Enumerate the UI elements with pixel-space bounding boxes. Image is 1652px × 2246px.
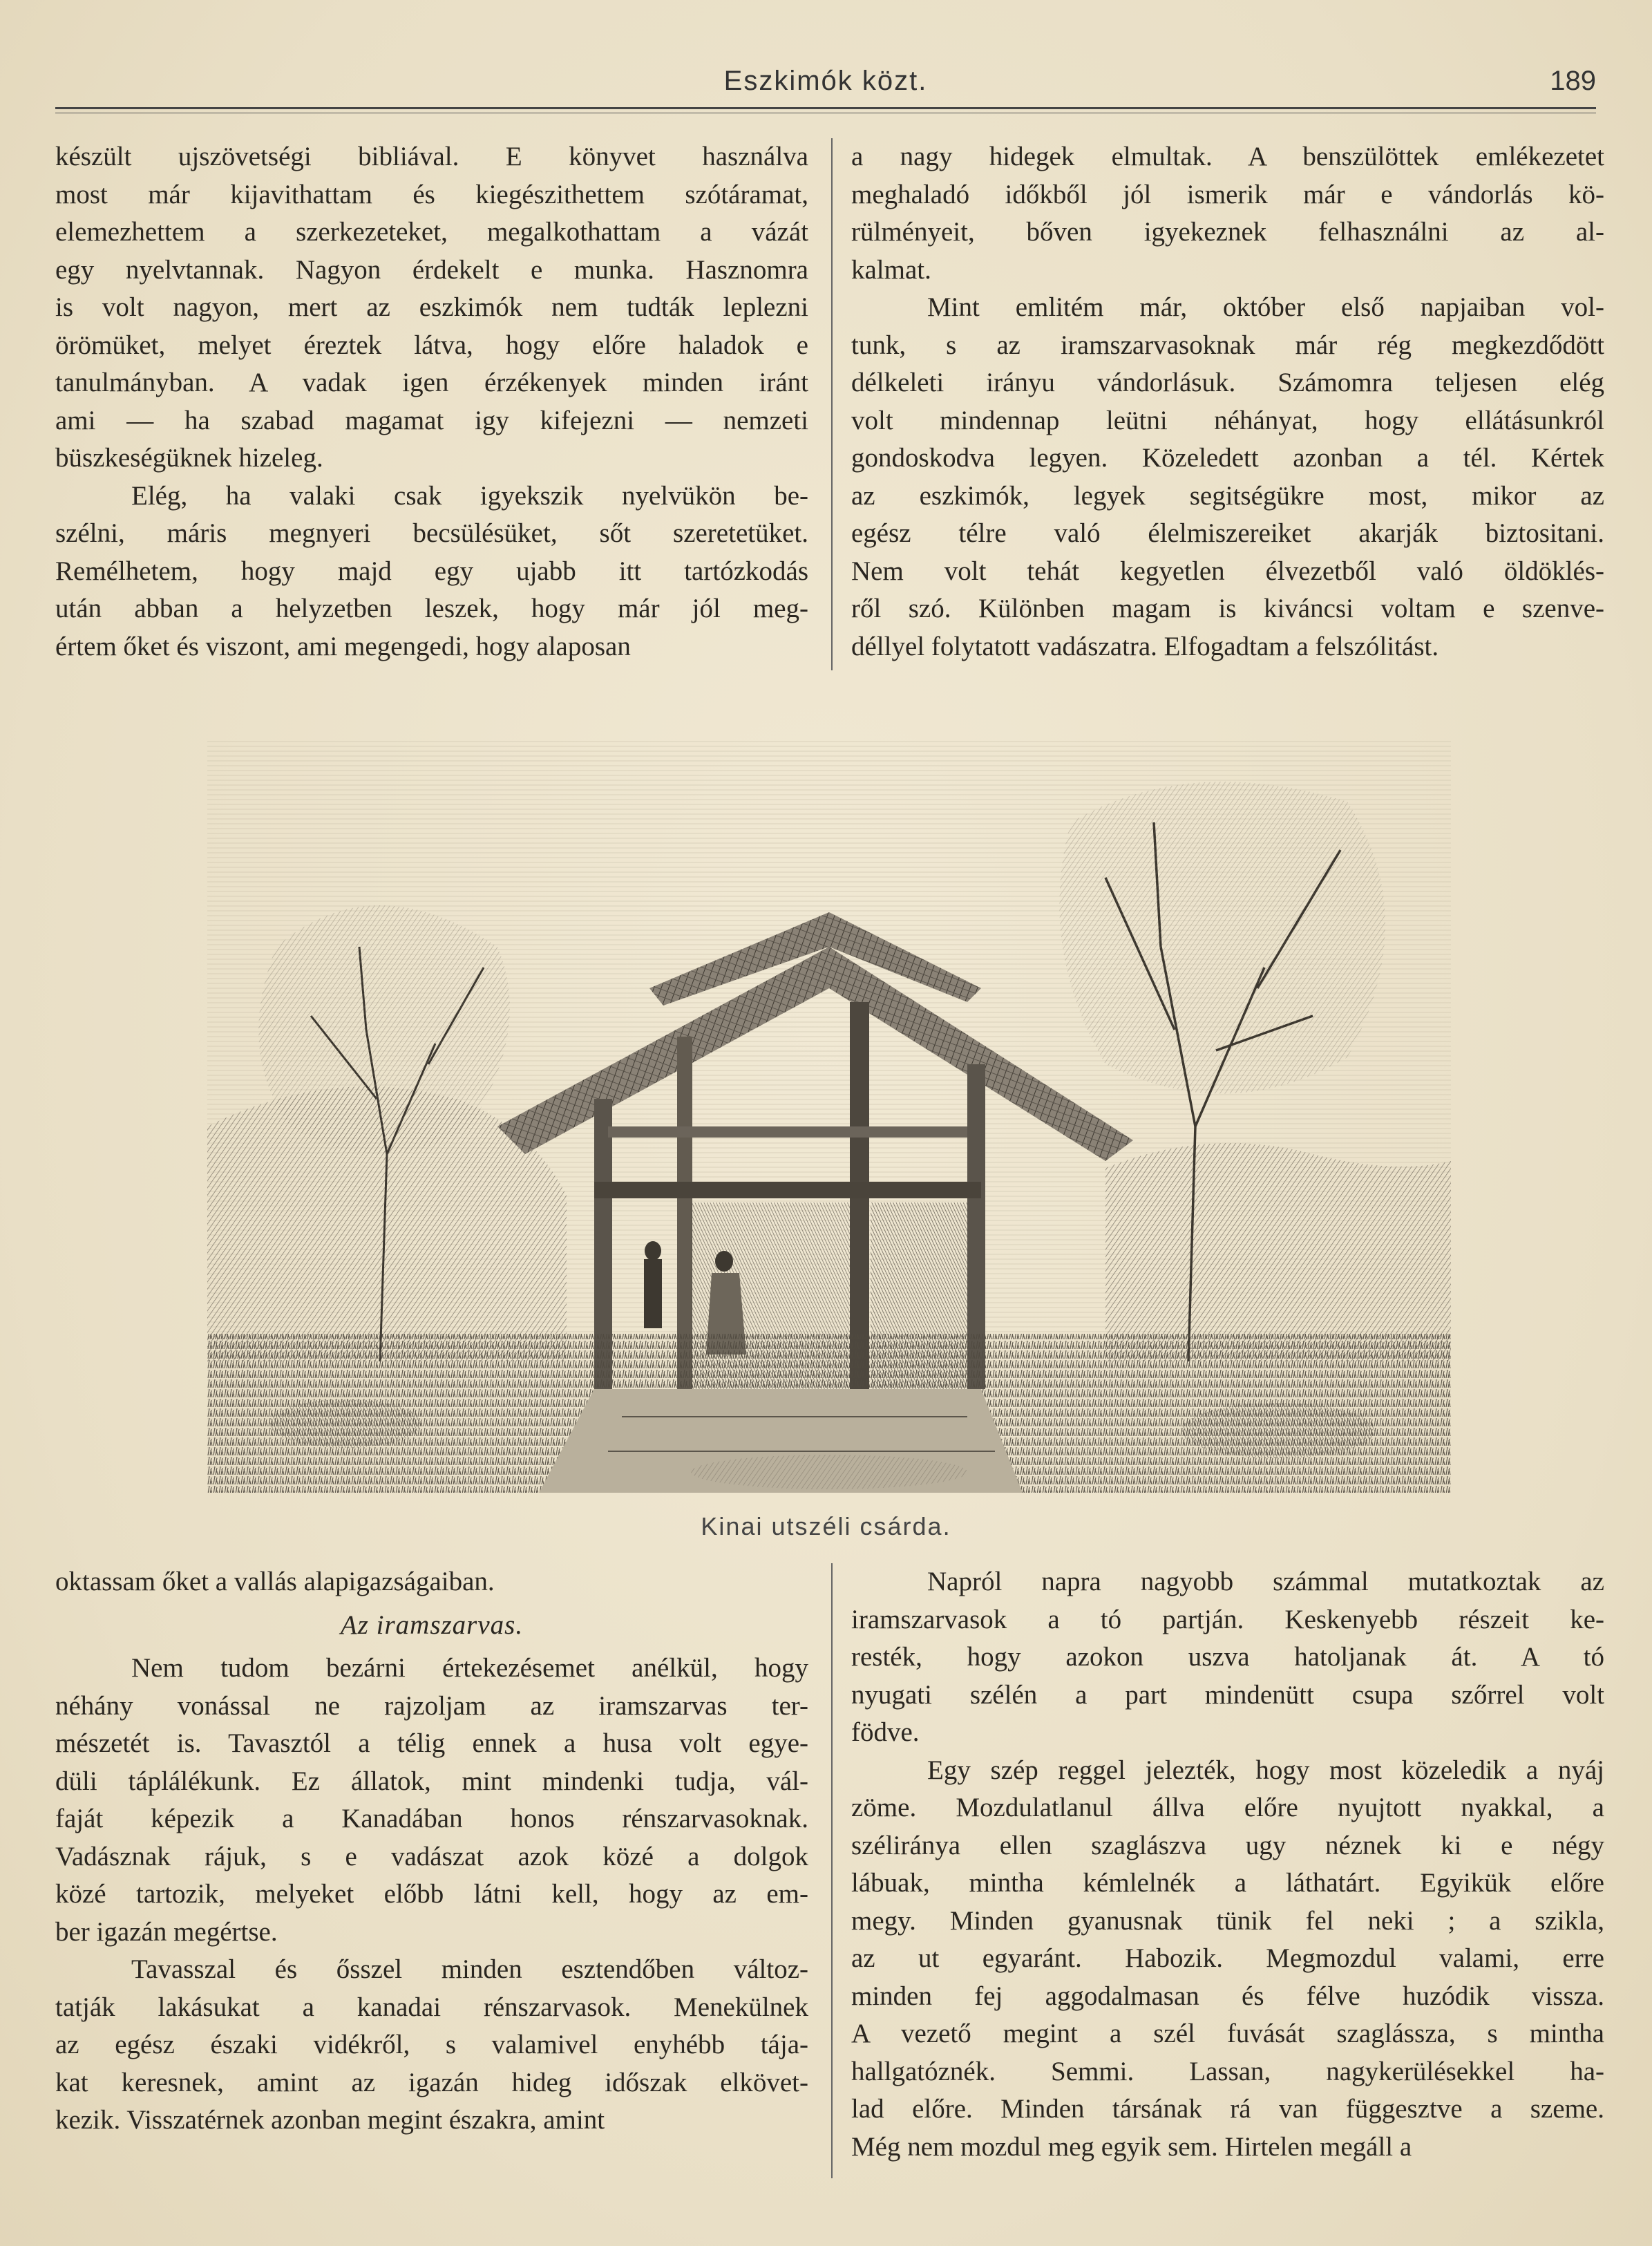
text-line: hallgatóznék. Semmi. Lassan, nagykerülésekkel ha- xyxy=(851,2056,1604,2086)
text-line: lad előre. Minden társának rá van függesztve a szeme. xyxy=(851,2094,1604,2124)
text-line: düli táplálékunk. Ez állatok, mint mindenki tudja, vál- xyxy=(55,1766,808,1796)
text-line: kezik. Visszatérnek azonban megint északra, amint xyxy=(55,2105,605,2135)
text-line: elemezhettem a szerkezeteket, megalkothattam a vázát xyxy=(55,217,808,247)
column-bottom-left xyxy=(55,1563,808,2140)
paragraph xyxy=(851,138,1604,289)
paragraph xyxy=(55,1951,808,2140)
text-line: Nem volt tehát kegyetlen élvezetből való öldöklés- xyxy=(851,556,1604,586)
text-line: resték, hogy azokon uszva hatoljanak át. A tó xyxy=(851,1642,1604,1672)
paragraph xyxy=(55,1563,808,1601)
text-line: Nem tudom bezárni értekezésemet anélkül, hogy xyxy=(131,1653,808,1683)
text-line: lábuak, mintha kémlelnék a láthatárt. Egyikük előre xyxy=(851,1868,1604,1898)
text-line: faját képezik a Kanadában honos rénszarvasoknak. xyxy=(55,1804,808,1833)
column-divider xyxy=(831,138,833,670)
text-line: mészetét is. Tavasztól a télig ennek a husa volt egye- xyxy=(55,1728,808,1758)
paragraph xyxy=(55,1650,808,1951)
text-line: Tavasszal és ősszel minden esztendőben változ- xyxy=(131,1954,808,1984)
text-line: az eszkimók, legyek segitségükre most, mikor az xyxy=(851,480,1604,511)
text-line: az ut egyaránt. Habozik. Megmozdul valami, erre xyxy=(851,1943,1604,1973)
text-line: Elég, ha valaki csak igyekszik nyelvükön be- xyxy=(131,480,808,511)
text-line: ber igazán megértse. xyxy=(55,1916,278,1947)
text-line: most már kijavithattam és kiegészithettem szótáramat, xyxy=(55,179,808,209)
text-line: Még nem mozdul meg egyik sem. Hirtelen megáll a xyxy=(851,2131,1412,2162)
text-line: zöme. Mozdulatlanul állva előre nyujtott nyakkal, a xyxy=(851,1793,1604,1822)
text-line: néhány vonással ne rajzoljam az iramszarvas ter- xyxy=(55,1690,808,1721)
text-line: egész télre való élelmiszereiket akarják biztositani. xyxy=(851,518,1604,548)
text-line: Napról napra nagyobb számmal mutatkoztak az xyxy=(927,1567,1604,1596)
text-line: közé tartozik, melyeket előbb látni kell, hogy az em- xyxy=(55,1879,808,1909)
column-divider xyxy=(831,1563,833,2178)
paragraph xyxy=(851,1752,1604,2167)
text-line: tanulmányban. A vadak igen érzékenyek minden iránt xyxy=(55,368,808,397)
text-line: A vezető megint a szél fuvását szaglássza, s mintha xyxy=(851,2019,1604,2048)
page-header xyxy=(55,66,1596,121)
text-line: készült ujszövetségi bibliával. E könyvet használva xyxy=(55,142,808,171)
text-line: iramszarvasok a tó partján. Keskenyebb részeit ke- xyxy=(851,1604,1604,1634)
text-line: meghaladó időkből jól ismerik már e vándorlás kö- xyxy=(851,179,1604,209)
paragraph xyxy=(851,289,1604,666)
paragraph xyxy=(55,478,808,666)
text-line: födve. xyxy=(851,1717,920,1747)
text-line: Mint emlitém már, október első napjaiban vol- xyxy=(927,292,1604,322)
paragraph xyxy=(55,138,808,478)
text-line: oktassam őket a vallás alapigazságaiban. xyxy=(55,1567,495,1596)
text-line: egy nyelvtannak. Nagyon érdekelt e munka. Hasznomra xyxy=(55,254,808,285)
text-line: megy. Minden gyanusnak tünik fel neki ; a szikla, xyxy=(851,1905,1604,1936)
text-line: gondoskodva legyen. Közeledett azonban a tél. Kértek xyxy=(851,443,1604,473)
text-line: volt mindennap leütni néhányat, hogy ellátásunkról xyxy=(851,405,1604,435)
text-line: déllyel folytatott vadászatra. Elfogadtam a felszólitást. xyxy=(851,631,1439,661)
text-line: Egy szép reggel jelezték, hogy most közeledik a nyáj xyxy=(927,1755,1604,1785)
text-line: a nagy hidegek elmultak. A benszülöttek emlékezetet xyxy=(851,142,1604,171)
running-title: Eszkimók közt. xyxy=(723,66,928,96)
column-top-right xyxy=(851,138,1604,666)
paragraph xyxy=(851,1563,1604,1752)
header-rule xyxy=(55,107,1596,109)
text-line: tatják lakásukat a kanadai rénszarvasok. Menekülnek xyxy=(55,1992,808,2022)
text-line: kat keresnek, amint az igazán hideg időszak elkövet- xyxy=(55,2067,808,2097)
text-line: értem őket és viszont, ami megengedi, hogy alaposan xyxy=(55,631,631,661)
text-line: minden fej aggodalmasan és félve huzódik vissza. xyxy=(851,1981,1604,2011)
text-line: örömüket, melyet éreztek látva, hogy előre haladok e xyxy=(55,330,808,360)
text-line: ami — ha szabad magamat igy kifejezni — nemzeti xyxy=(55,405,808,435)
text-line: ről szó. Különben magam is kiváncsi voltam e szenve- xyxy=(851,594,1604,623)
text-line: kalmat. xyxy=(851,254,931,285)
text-line: széliránya ellen szaglászva ugy néznek ki e négy xyxy=(851,1830,1604,1860)
column-bottom-right xyxy=(851,1563,1604,2166)
illustration-caption: Kinai utszéli csárda. xyxy=(701,1512,951,1540)
text-line: szélni, máris megnyeri becsülésüket, sőt szeretetüket. xyxy=(55,518,808,548)
text-line: Vadásznak rájuk, s e vadászat azok közé a dolgok xyxy=(55,1841,808,1871)
text-line: nyugati szélén a part mindenütt csupa szőrrel volt xyxy=(851,1679,1604,1710)
section-subheading: Az iramszarvas. xyxy=(340,1610,524,1640)
text-line: után abban a helyzetben leszek, hogy már jól meg- xyxy=(55,594,808,623)
text-line: büszkeségüknek hizeleg. xyxy=(55,443,323,473)
text-line: délkeleti irányu vándorlásuk. Számomra teljesen elég xyxy=(851,368,1604,397)
text-line: is volt nagyon, mert az eszkimók nem tudták leplezni xyxy=(55,292,808,322)
engraving-illustration xyxy=(207,739,1451,1493)
text-line: az egész északi vidékről, s valamivel enyhébb tája- xyxy=(55,2030,808,2059)
text-line: Remélhetem, hogy majd egy ujabb itt tartózkodás xyxy=(55,556,808,586)
column-top-left xyxy=(55,138,808,666)
text-line: tunk, s az iramszarvasoknak már rég megkezdődött xyxy=(851,330,1604,360)
text-line: rülményeit, bőven igyekeznek felhasználni az al- xyxy=(851,217,1604,247)
page-number: 189 xyxy=(1550,66,1596,96)
